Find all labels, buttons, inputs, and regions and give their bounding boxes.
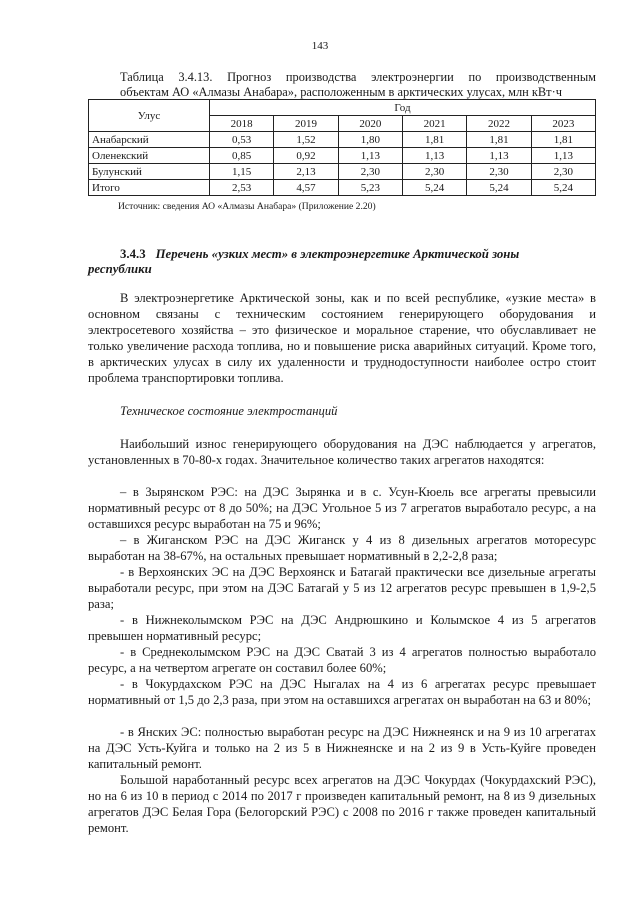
table-cell: 1,13 [402,148,466,164]
list-item: - в Верхоянских ЭС на ДЭС Верхоянск и Батагай практически все дизельные агрегаты выработали ресурс, при этом на ДЭС Батагай у 5 из 12 агрегатов ресурс превышен в 1,9-2,5 раза; [88,565,596,611]
row-name: Итого [89,180,210,196]
table-caption-line-2: объектам АО «Алмазы Анабара», расположенным в арктических улусах, млн кВт·ч [120,85,562,99]
table-cell: 5,23 [338,180,402,196]
table-caption [120,70,596,100]
year-header: 2020 [338,116,402,132]
year-header: 2021 [402,116,466,132]
table-row [89,164,596,180]
table-cell: 1,13 [531,148,595,164]
table-cell: 2,30 [467,164,531,180]
forecast-table [88,99,596,196]
table-header-row [89,100,596,116]
table-cell: 1,81 [531,132,595,148]
table-row [89,132,596,148]
row-name: Булунский [89,164,210,180]
table-cell: 2,30 [402,164,466,180]
table-cell: 0,92 [274,148,338,164]
table-cell: 1,15 [210,164,274,180]
year-header: 2018 [210,116,274,132]
table-cell: 1,52 [274,132,338,148]
table-cell: 4,57 [274,180,338,196]
subheading: Техническое состояние электростанций [120,404,338,418]
list-item: – в Зырянском РЭС: на ДЭС Зырянка и в с. Усун-Кюель все агрегаты превысили нормативный ресурс от 8 до 50%; на ДЭС Угольное 5 из 7 агрегатов выработало ресурс, а на оставшихся ресурс выработан на 75 и 96%; [88,485,596,531]
table-cell: 2,53 [210,180,274,196]
table-row-total [89,180,596,196]
year-header: 2022 [467,116,531,132]
table-cell: 2,30 [338,164,402,180]
section-heading [88,247,596,277]
table-cell: 1,13 [467,148,531,164]
paragraph-intro: В электроэнергетике Арктической зоны, как и по всей республике, «узкие места» в основном связаны с техническим состоянием генерирующего оборудования и электросетевого хозяйства – это физическое и моральное старение, что обуславливает не только увеличение расхода топлива, но и повышение риска аварийных ситуаций. Кроме того, в арктических улусах в силу их удаленности и труднодоступности наиболее остро стоит проблема транспортировки топлива. [88,291,596,385]
section-title-line-1: Перечень «узких мест» в электроэнергетике Арктической зоны [155,247,520,261]
section-title-line-2: республики [88,262,152,276]
page-number: 143 [311,40,329,52]
table-cell: 1,80 [338,132,402,148]
table-row [89,148,596,164]
column-header-god: Год [210,100,596,116]
table-cell: 5,24 [467,180,531,196]
list-item: - в Чокурдахском РЭС на ДЭС Ныгалах на 4 из 6 агрегатах ресурс превышает нормативный от 1,5 до 2,3 раза, при этом на оставшихся агрегатах он выработан на 63 и 80%; [88,677,596,707]
year-header: 2019 [274,116,338,132]
list-item: – в Жиганском РЭС на ДЭС Жиганск у 4 из 8 дизельных агрегатов моторесурс выработан на 38-67%, на остальных превышает нормативный в 2,2-2,8 раза; [88,533,596,563]
row-name: Анабарский [89,132,210,148]
table-cell: 1,13 [338,148,402,164]
column-header-ulus: Улус [89,100,210,132]
table-cell: 5,24 [402,180,466,196]
year-header: 2023 [531,116,595,132]
table-cell: 1,81 [467,132,531,148]
table-cell: 2,13 [274,164,338,180]
table-cell: 0,53 [210,132,274,148]
table-cell: 1,81 [402,132,466,148]
row-name: Оленекский [89,148,210,164]
table-cell: 2,30 [531,164,595,180]
table-caption-line-1: Таблица 3.4.13. Прогноз производства электроэнергии по производственным [120,70,596,84]
paragraph: Большой наработанный ресурс всех агрегатов на ДЭС Чокурдах (Чокурдахский РЭС), но на 6 из 10 в период с 2014 по 2017 г произведен капитальный ремонт, на 8 из 9 дизельных агрегатов ДЭС Белая Гора (Белогорский РЭС) с 2008 по 2016 г также проведен капитальный ремонт. [88,773,596,835]
table-source-note: Источник: сведения АО «Алмазы Анабара» (Приложение 2.20) [118,201,376,212]
section-number: 3.4.3 [120,247,146,261]
list-item: - в Янских ЭС: полностью выработан ресурс на ДЭС Нижнеянск и на 9 из 10 агрегатах на ДЭС Усть-Куйга и только на 2 из 5 в Нижнеянске и на 2 из 9 в Усть-Куйге проведен капитальный ремонт. [88,725,596,771]
list-item: - в Среднеколымском РЭС на ДЭС Сватай 3 из 4 агрегатов полностью выработало ресурс, а на четвертом агрегате он составил более 60%; [88,645,596,675]
table-cell: 0,85 [210,148,274,164]
list-item: - в Нижнеколымском РЭС на ДЭС Андрюшкино и Колымское 4 из 5 агрегатов превышен нормативный ресурс; [88,613,596,643]
paragraph: Наибольший износ генерирующего оборудования на ДЭС наблюдается у агрегатов, установленных в 70-80-х годах. Значительное количество таких агрегатов находятся: [88,437,596,467]
table-cell: 5,24 [531,180,595,196]
